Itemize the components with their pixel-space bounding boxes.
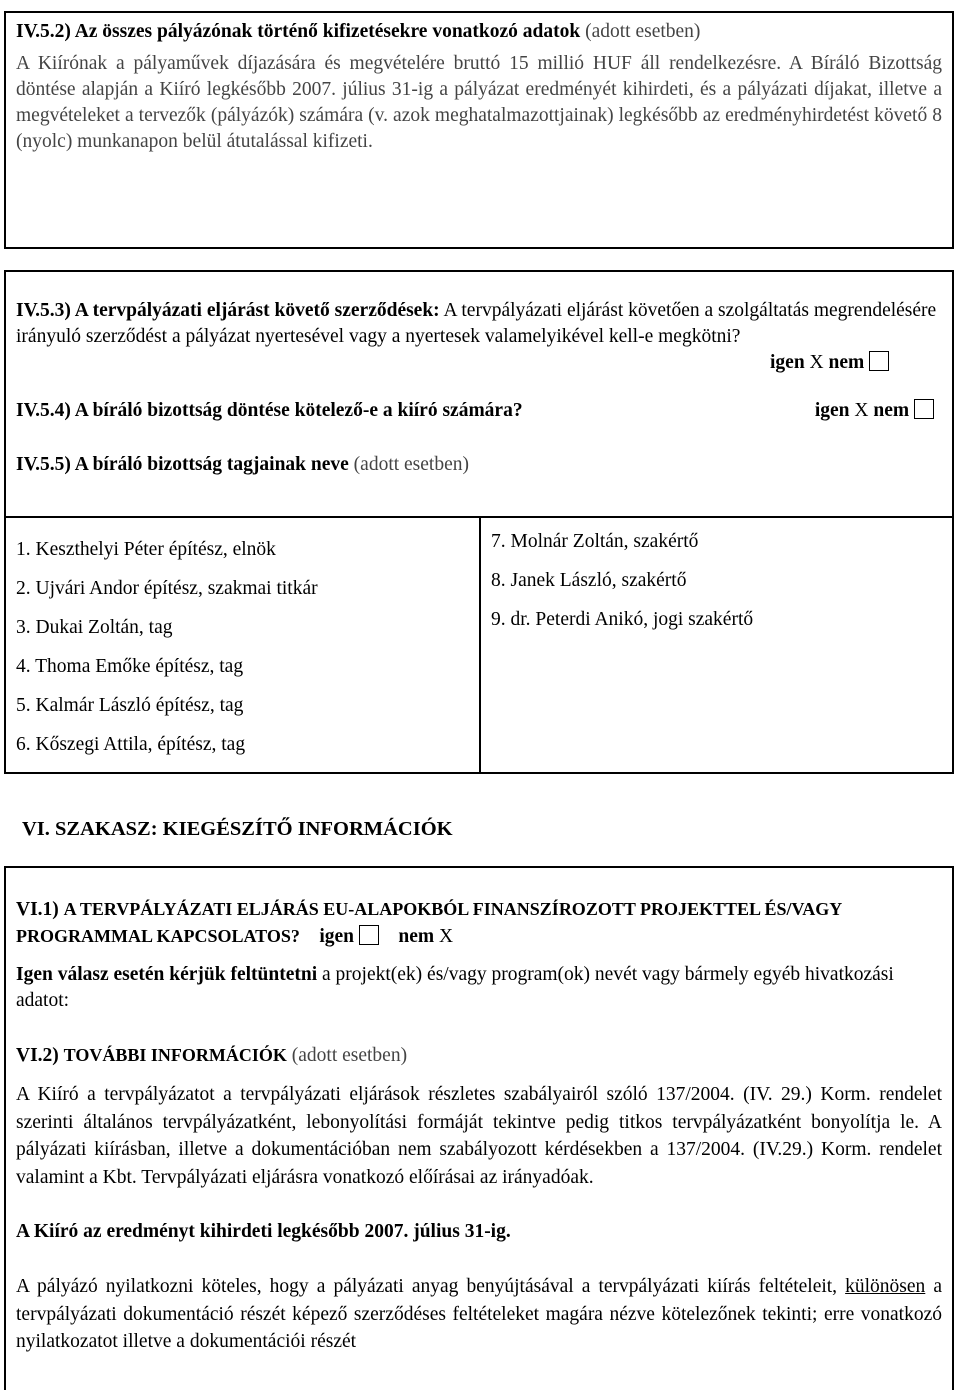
additional-info-paragraph: A Kiíró a tervpályázatot a tervpályázati eljárások részletes szabályairól szóló 137/2004. (IV. 29.) Korm. rendelet szerinti általános tervpályázatként, lebonyolítási formáját tekintve pedig titkos tervpályázatként bonyolítja le. A pályázati kiírásban, illetve a dokumentációban nem szabályozott kérdésekben a 137/2004. (IV.29.) Korm. rendelet valamint a Kbt. Tervpályázati eljárásra vonatkozó előírásai az irányadóak. [16, 1084, 942, 1188]
section-vi [4, 866, 954, 1390]
checked-mark-nem: X [439, 926, 454, 947]
committee-right-column [481, 518, 952, 772]
checked-mark-igen: X [809, 352, 824, 373]
checkbox-igen[interactable] [359, 925, 379, 945]
answer-iv-5-3: igen X nem [770, 350, 889, 376]
section-iv-5-2 [4, 11, 954, 249]
member-item: 5. Kalmár László építész, tag [16, 695, 244, 716]
heading-vi-1-line2: PROGRAMMAL KAPCSOLATOS? igen nem X [16, 926, 454, 947]
member-item: 7. Molnár Zoltán, szakértő [491, 531, 699, 552]
result-announcement: A Kiíró az eredményt kihirdeti legkésőbb 2007. július 31-ig. [16, 1221, 511, 1242]
text-iv-5-3: IV.5.3) A tervpályázati eljárást követő szerződések: A tervpályázati eljárást követően a szolgáltatás megrendelésére irányuló szerződést a pályázat nyertesével vagy a nyertesek valamelyikével kell-e megkötni? [16, 300, 937, 347]
member-item: 6. Kőszegi Attila, építész, tag [16, 734, 246, 755]
heading-vi-2: VI.2) TOVÁBBI INFORMÁCIÓK (adott esetben) [16, 1045, 408, 1066]
declaration-paragraph: A pályázó nyilatkozni köteles, hogy a pályázati anyag benyújtásával a tervpályázati kiírás feltételeit, különösen a tervpályázati dokumentáció részét képező szerződéses feltételeket magára nézve kötelezőnek tekinti; erre vonatkozó nyilatkozatot illetve a dokumentációi részét [16, 1276, 943, 1352]
member-item: 4. Thoma Emőke építész, tag [16, 656, 244, 677]
member-item: 8. Janek László, szakértő [491, 570, 687, 591]
row-iv-5-4: IV.5.4) A bíráló bizottság döntése kötelező-e a kiíró számára? igen X nem [16, 398, 942, 424]
checkbox-nem[interactable] [869, 351, 889, 371]
member-item: 3. Dukai Zoltán, tag [16, 617, 173, 638]
payment-details-text: A Kiírónak a pályaművek díjazására és megvételére bruttó 15 millió HUF áll rendelkezésre. A Bíráló Bizottság döntése alapján a Kiíró legkésőbb 2007. július 31-ig a pályázat eredményét kihirdeti, és a pályázati díjakat, illetve a megvételeket a tervezők (pályázók) számára (v. azok meghatalmazottjainak) legkésőbb az eredményhirdetést követő 8 (nyolc) munkanapon belül átutalással kifizeti. [16, 53, 942, 152]
committee-members [6, 516, 952, 772]
checkbox-nem[interactable] [914, 399, 934, 419]
heading-iv-5-2: IV.5.2) Az összes pályázónak történő kifizetésekre vonatkozó adatok (adott esetben) [16, 21, 701, 42]
vi-1-hint: Igen válasz esetén kérjük feltüntetni a projekt(ek) és/vagy program(ok) nevét vagy bármely egyéb hivatkozási adatot: [16, 964, 894, 1011]
heading-iv-5-5: IV.5.5) A bíráló bizottság tagjainak neve (adott esetben) [16, 454, 469, 475]
section-iv-5-3-to-5 [4, 270, 954, 774]
answer-iv-5-4: igen X nem [815, 398, 934, 424]
member-item: 1. Keszthelyi Péter építész, elnök [16, 539, 276, 560]
member-item: 9. dr. Peterdi Anikó, jogi szakértő [491, 609, 754, 630]
section-vi-title: VI. SZAKASZ: KIEGÉSZÍTŐ INFORMÁCIÓK [22, 818, 453, 840]
member-item: 2. Ujvári Andor építész, szakmai titkár [16, 578, 318, 599]
checked-mark-igen: X [854, 400, 869, 421]
committee-left-column [6, 518, 481, 772]
heading-vi-1: VI.1) A TERVPÁLYÁZATI ELJÁRÁS EU-ALAPOKBÓL FINANSZÍROZOTT PROJEKTTEL ÉS/VAGY [16, 899, 843, 920]
